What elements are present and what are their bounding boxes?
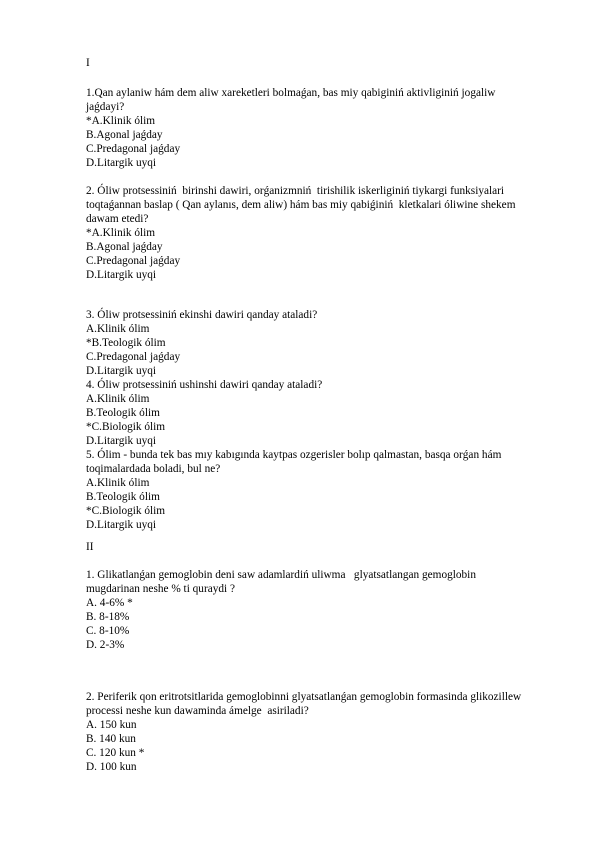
answer-option: A. 150 kun (86, 719, 137, 731)
question-ii-2-line: processi neshe kun dawaminda ámelge asiriladi? (86, 705, 309, 717)
question-ii-2-line: 2. Periferik qon eritrotsitlarida gemoglobinni glyatsatlanǵan gemoglobin formasinda glikozillew (86, 691, 522, 703)
answer-option: *B.Teologik ólim (86, 337, 166, 349)
answer-option: D.Litargik uyqi (86, 269, 157, 281)
answer-option: A.Klinik ólim (86, 477, 150, 489)
answer-option: A.Klinik ólim (86, 393, 150, 405)
question-4-line: 4. Óliw protsessiniń ushinshi dawiri qanday ataladi? (86, 379, 323, 391)
question-5-line: 5. Ólim - bunda tek bas mıy kabıgında kaytpas ozgerisler bolıp qalmastan, basqa orǵan hám (86, 449, 502, 461)
answer-option: D.Litargik uyqi (86, 435, 157, 447)
answer-option: B.Agonal jaǵday (86, 241, 163, 253)
answer-option: B.Teologik ólim (86, 491, 160, 503)
question-ii-1-line: 1. Glikatlanǵan gemoglobin deni saw adamlardiń uliwma glyatsatlangan gemoglobin (86, 569, 476, 581)
answer-option: C.Predagonal jaǵday (86, 255, 181, 267)
answer-option: A. 4-6% * (86, 597, 133, 609)
answer-option: B.Teologik ólim (86, 407, 160, 419)
question-1-line: 1.Qan aylaniw hám dem aliw xareketleri bolmaǵan, bas miy qabiginiń aktivliginiń jogaliw (86, 87, 496, 99)
answer-option: D. 100 kun (86, 761, 137, 773)
question-2-line: dawam etedi? (86, 213, 149, 225)
question-2-line: 2. Óliw protsessiniń birinshi dawiri, orǵanizmniń tirishilik iskerliginiń tiykargi funksiyalari (86, 185, 505, 197)
answer-option: B. 8-18% (86, 611, 130, 623)
section-heading: I (86, 57, 90, 69)
question-2-line: toqtaǵannan baslap ( Qan aylanıs, dem aliw) hám bas miy qabiǵiniń kletkalari óliwine shekem (86, 199, 516, 211)
section-heading: II (86, 541, 94, 553)
answer-option: *A.Klinik ólim (86, 227, 156, 239)
answer-option: B.Agonal jaǵday (86, 129, 163, 141)
question-1-line: jaǵdayi? (86, 101, 125, 113)
answer-option: B. 140 kun (86, 733, 136, 745)
answer-option: D. 2-3% (86, 639, 125, 651)
answer-option: *A.Klinik ólim (86, 115, 156, 127)
answer-option: D.Litargik uyqi (86, 519, 157, 531)
answer-option: C. 120 kun * (86, 747, 145, 759)
answer-option: *C.Biologik ólim (86, 421, 166, 433)
question-5-line: toqimalardada boladi, bul ne? (86, 463, 221, 475)
answer-option: C.Predagonal jaǵday (86, 143, 181, 155)
answer-option: D.Litargik uyqi (86, 365, 157, 377)
answer-option: *C.Biologik ólim (86, 505, 166, 517)
answer-option: A.Klinik ólim (86, 323, 150, 335)
question-ii-1-line: mugdarinan neshe % ti quraydi ? (86, 583, 236, 595)
question-3-line: 3. Óliw protsessiniń ekinshi dawiri qanday ataladi? (86, 309, 318, 321)
answer-option: D.Litargik uyqi (86, 157, 157, 169)
answer-option: C.Predagonal jaǵday (86, 351, 181, 363)
answer-option: C. 8-10% (86, 625, 130, 637)
